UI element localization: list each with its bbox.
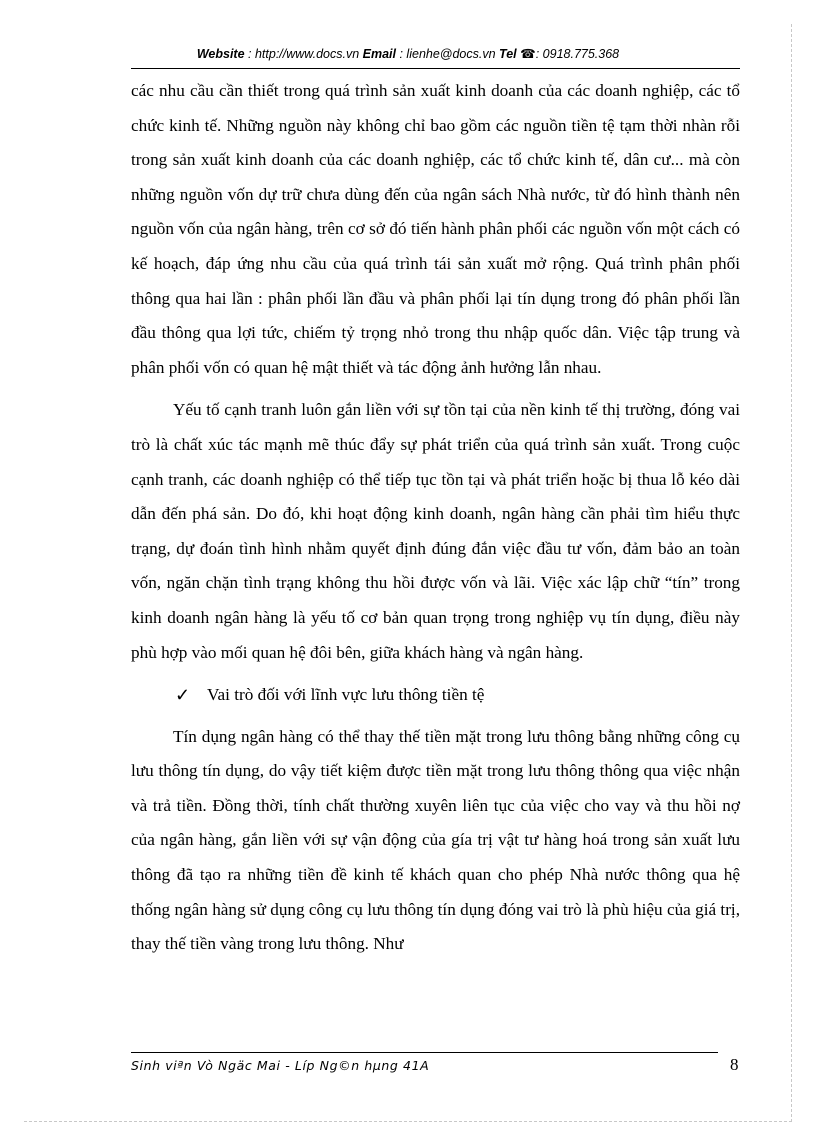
website-url[interactable]: : http://www.docs.vn <box>244 47 363 61</box>
page-header <box>0 46 816 61</box>
paragraph-3: Tín dụng ngân hàng có thể thay thế tiền mặt trong lưu thông bằng những công cụ lưu thông tín dụng, do vậy tiết kiệm được tiền mặt trong lưu thông thông qua việc nhận và trả tiền. Đồng thời, tính chất thường xuyên liên tục của việc cho vay và thu hồi nợ của ngân hàng, gắn liền với sự vận động của gía trị vật tư hàng hoá trong sản xuất lưu thông đã tạo ra những tiền đề kinh tế khách quan cho phép Nhà nước thông qua hệ thống ngân hàng sử dụng công cụ lưu thông tín dụng đóng vai trò là phù hiệu của giá trị, thay thế tiền vàng trong lưu thông. Như <box>131 726 740 954</box>
email-address[interactable]: : lienhe@docs.vn <box>396 47 500 61</box>
phone-icon: ☎ <box>520 47 536 61</box>
page-number: 8 <box>730 1055 739 1074</box>
tel-number: : 0918.775.368 <box>535 47 620 61</box>
section-heading-text: Vai trò đối với lĩnh vực lưu thông tiền tệ <box>207 685 485 705</box>
checkmark-icon: ✓ <box>175 685 191 706</box>
section-heading <box>131 678 740 713</box>
document-body <box>131 74 740 970</box>
footer-author: Sinh viªn Vò Ngäc Mai - Líp Ng©n hµng 41A <box>131 1058 430 1073</box>
paragraph-2: Yếu tố cạnh tranh luôn gắn liền với sự tồn tại của nền kinh tế thị trường, đóng vai trò là chất xúc tác mạnh mẽ thúc đẩy sự phát triển của quá trình sản xuất. Trong cuộc cạnh tranh, các doanh nghiệp có thể tiếp tục tồn tại và phát triển hoặc bị thua lỗ kéo dài dẫn đến phá sản. Do đó, khi hoạt động kinh doanh, ngân hàng cần phải tìm hiểu thực trạng, dự đoán tình hình nhằm quyết định đúng đắn việc đầu tư vốn, đảm bảo an toàn vốn, ngăn chặn tình trạng không thu hồi được vốn và lãi. Việc xác lập chữ “tín” trong kinh doanh ngân hàng là yếu tố cơ bản quan trọng trong nghiệp vụ tín dụng, điều này phù hợp vào mối quan hệ đôi bên, giữa khách hàng và ngân hàng. <box>131 400 740 662</box>
footer-rule <box>131 1052 718 1053</box>
email-label: Email <box>362 47 397 61</box>
website-label: Website <box>196 47 245 61</box>
header-rule <box>131 68 740 69</box>
tel-label: Tel <box>499 47 517 61</box>
paragraph-1: các nhu cầu cần thiết trong quá trình sản xuất kinh doanh của các doanh nghiệp, các tổ chức kinh tế. Những nguồn này không chỉ bao gồm các nguồn tiền tệ tạm thời nhàn rỗi trong sản xuất kinh doanh của các doanh nghiệp, các tổ chức kinh tế, dân cư... mà còn những nguồn vốn dự trữ chưa dùng đến của ngân sách Nhà nước, từ đó hình thành nên nguồn vốn của ngân hàng, trên cơ sở đó tiến hành phân phối các nguồn vốn một cách có kế hoạch, đáp ứng nhu cầu của quá trình tái sản xuất mở rộng. Quá trình phân phối thông qua hai lần : phân phối lần đầu và phân phối lại tín dụng trong đó phân phối lần đầu thông qua lợi tức, chiếm tỷ trọng nhỏ trong thu nhập quốc dân. Việc tập trung và phân phối vốn có quan hệ mật thiết và tác động ảnh hưởng lẫn nhau. <box>131 81 740 377</box>
